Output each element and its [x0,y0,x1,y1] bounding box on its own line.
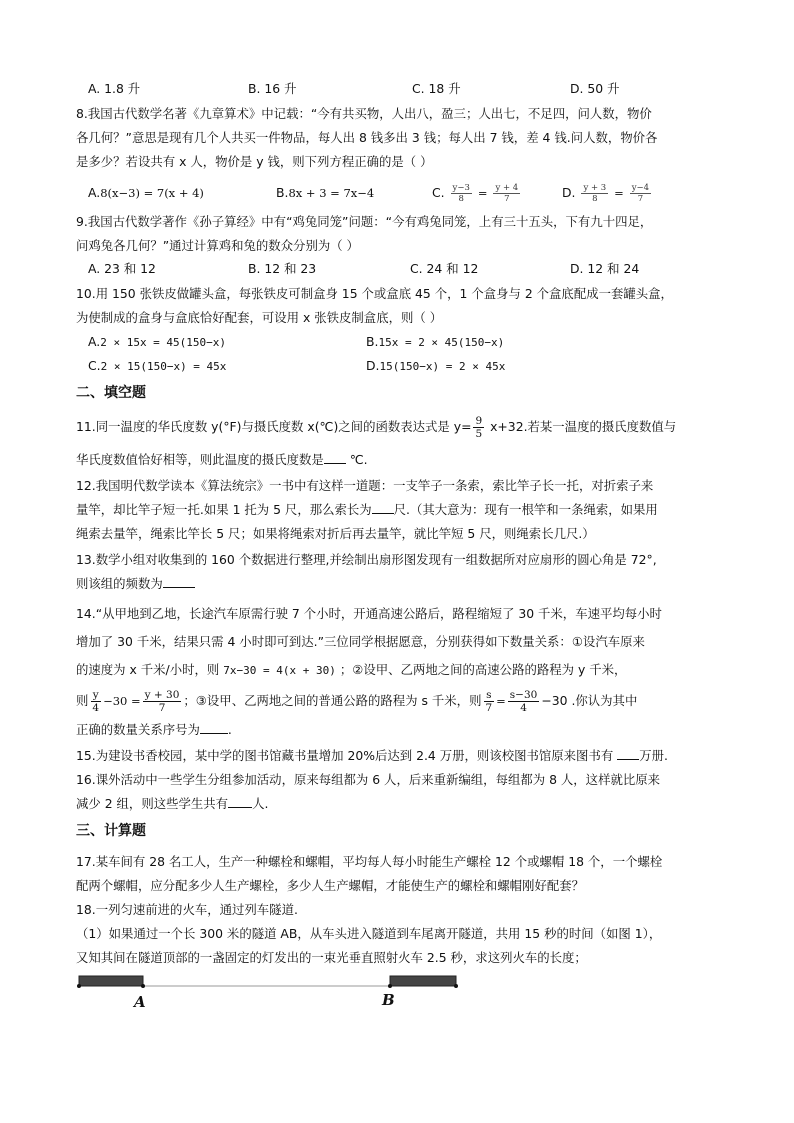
q8-option-a-expr: 8(x−3) = 7(x + 4) [100,186,204,200]
q8-option-c: C. $\frac{y-3}{8}$ = $\frac{y + 4}{7}$ [432,183,519,204]
q8-line-2: 各几何？”意思是现有几个人共买一件物品，每人出 8 钱多出 3 钱；每人出 7 钱，差 4 钱.问人数，物价各 [76,130,658,145]
q8-option-b: B.8x + 3 = 7x−4 [276,185,375,200]
q9-option-c: C. 24 和 12 [410,261,479,276]
q10-line-2: 为使制成的盒身与盒底恰好配套，可设用 x 张铁皮制盒底，则（ ） [76,310,443,325]
q14-line-5: 正确的数量关系序号为 . [76,722,232,737]
q8-d-fraction-1: $\frac{y + 3}{8}$ [583,183,607,204]
q13-line-1: 13.数学小组对收集到的 160 个数据进行整理,并绘制出扇形图发现有一组数据所对应扇形的圆心角是 72°, [76,552,657,567]
q14-line-2: 增加了 30 千米，结果只需 4 小时即可到达.”三位同学根据愿意，分别获得如下数量关系：①设汽车原来 [76,634,645,649]
q11-line-1: 11.同一温度的华氏度数 y(°F)与摄氏度数 x(℃)之间的函数表达式是 y= $\frac{9}{5}$ x+32.若某一温度的摄氏度数值与 [76,415,677,440]
q9-line-2: 问鸡兔各几何？”通过计算鸡和兔的数众分别为（ ） [76,238,359,253]
q14-line-3: 的速度为 x 千米/小时，则 7x−30 = 4(x + 30) ；②设甲、乙两地之间的高速公路的路程为 y 千米， [76,662,627,677]
q10-options-row-2 [76,354,724,378]
question-15: 15.为建设书香校园，某中学的图书馆藏书量增加 20%后达到 2.4 万册，则该校图书馆原来图书有 万册. [76,748,668,763]
q14-answer-blank[interactable] [200,720,228,734]
question-16 [76,768,724,816]
q9-option-a: A. 23 和 12 [88,261,156,276]
q14-equation-1: 7x−30 = 4(x + 30) [223,664,336,677]
q10-line-1: 10.用 150 张铁皮做罐头盒，每张铁皮可制盒身 15 个或盒底 45 个，1 个盒身与 2 个盒底配成一套罐头盒， [76,286,673,301]
endpoint-right [454,984,458,988]
q9-options [76,258,724,279]
tunnel-diagram [76,974,476,1014]
q12-answer-blank[interactable] [372,500,394,514]
q7-option-a: A. 1.8 升 [88,81,141,96]
point-a-dot [141,984,145,988]
q17-line-2: 配两个螺帽，应分配多少人生产螺栓，多少人生产螺帽，才能使生产的螺栓和螺帽刚好配套？ [76,878,585,893]
q10-option-d: D.15(150−x) = 2 × 45x [366,358,506,373]
q18-line-3: 又知其间在隧道顶部的一盏固定的灯发出的一束光垂直照射火车 2.5 秒，求这列火车的长度； [76,950,587,965]
endpoint-left [77,984,81,988]
q8-line-3: 是多少？若设共有 x 人，物价是 y 钱，则下列方程正确的是（ ） [76,154,433,169]
q9-option-b: B. 12 和 23 [248,261,317,276]
question-17 [76,850,724,898]
label-b: B [382,991,395,1009]
q16-answer-blank[interactable] [228,794,252,808]
q16-line-1: 16.课外活动中一些学生分组参加活动，原来每组都为 6 人，后来重新编组，每组都为 8 人，这样就比原来 [76,772,661,787]
q18-line-1: 18.一列匀速前进的火车，通过列车隧道. [76,902,298,917]
q7-option-d: D. 50 升 [570,81,620,96]
q7-option-c: C. 18 升 [412,81,461,96]
q8-option-a: A.8(x−3) = 7(x + 4) [88,185,204,200]
q13-line-2: 则该组的频数为 [76,572,724,596]
q17-line-1: 17.某车间有 28 名工人，生产一种螺栓和螺帽，平均每人每小时能生产螺栓 12 个或螺帽 18 个，一个螺栓 [76,854,663,869]
q11-answer-blank[interactable] [324,450,346,464]
tunnel-figure [76,974,724,1014]
q8-line-1: 8.我国古代数学名著《九章算术》中记载：“今有共买物，人出八，盈三；人出七，不足四，问人数，物价 [76,106,652,121]
question-12 [76,474,724,546]
q10-options-row-1 [76,330,724,354]
q8-option-d: D. $\frac{y + 3}{8}$ = $\frac{y-4}{7}$ [562,183,650,204]
q7-options [76,78,724,99]
q14-fraction-4: $\frac{s-30}{4}$ [509,689,538,714]
q10-option-b: B.15x = 2 × 45(150−x) [366,334,505,349]
label-a: A [134,993,146,1011]
q16-line-2: 减少 2 组，则这些学生共有 人. [76,796,269,811]
q9-line-1: 9.我国古代数学著作《孙子算经》中有“鸡兔同笼”问题：“今有鸡兔同笼，上有三十五头，下有九十四足， [76,214,653,229]
tunnel-block-left [79,976,143,986]
q14-line-1: 14.“从甲地到乙地，长途汽车原需行驶 7 个小时，开通高速公路后，路程缩短了 30 千米，车速平均每小时 [76,606,662,621]
worksheet-page [76,78,724,1014]
section-heading-fill-in: 二、填空题 [76,385,146,401]
q14-fraction-2: $\frac{y + 30}{7}$ [144,689,180,714]
q12-line-3: 绳索去量竿，绳索比竿长 5 尺；如果将绳索对折后再去量竿，就比竿短 5 尺，则绳索长几尺.） [76,526,595,541]
q10-option-c: C.2 × 15(150−x) = 45x [88,358,227,373]
q10-option-a: A.2 × 15x = 45(150−x) [88,334,227,349]
q14-line-4: 则 $\frac{y}{4}$ −30 = $\frac{y + 30}{7}$ ；③设甲、乙两地之间的普通公路的路程为 s 千米，则 $\frac{s}{7}$ = $\frac{s-30}{4}$ −30 .你认为其中 [76,689,638,714]
question-9 [76,210,724,279]
question-11 [76,410,724,472]
q12-line-1: 12.我国明代数学读本《算法统宗》一书中有这样一道题：一支竿子一条索，索比竿子长一托，对折索子来 [76,478,654,493]
question-14 [76,602,724,742]
q12-line-2: 量竿，却比竿子短一托.如果 1 托为 5 尺，那么索长为 尺.（其大意为：现有一根竿和一条绳索，如果用 [76,502,658,517]
q11-fraction: $\frac{9}{5}$ [475,415,483,440]
q15-answer-blank[interactable] [617,746,639,760]
tunnel-block-right [390,976,456,986]
q14-fraction-1: $\frac{y}{4}$ [92,689,100,714]
q18-line-2: （1）如果通过一个长 300 米的隧道 AB，从车头进入隧道到车尾离开隧道，共用 15 秒的时间（如图 1）， [76,926,662,941]
question-8 [76,102,724,210]
q8-d-fraction-2: $\frac{y-4}{7}$ [631,183,650,204]
q8-options [76,176,724,210]
question-10 [76,282,724,378]
q9-option-d: D. 12 和 24 [570,261,640,276]
q7-option-b: B. 16 升 [248,81,297,96]
question-13 [76,548,724,596]
q8-option-b-expr: 8x + 3 = 7x−4 [288,186,375,200]
q8-c-fraction-2: $\frac{y + 4}{7}$ [495,183,519,204]
point-b-dot [388,984,392,988]
q11-line-2: 华氏度数值恰好相等，则此温度的摄氏度数是 ℃. [76,452,368,467]
question-18 [76,898,724,1014]
q8-c-fraction-1: $\frac{y-3}{8}$ [452,183,470,204]
q14-fraction-3: $\frac{s}{7}$ [485,689,493,714]
q13-answer-blank[interactable] [163,574,195,588]
section-heading-calculation: 三、计算题 [76,823,146,839]
